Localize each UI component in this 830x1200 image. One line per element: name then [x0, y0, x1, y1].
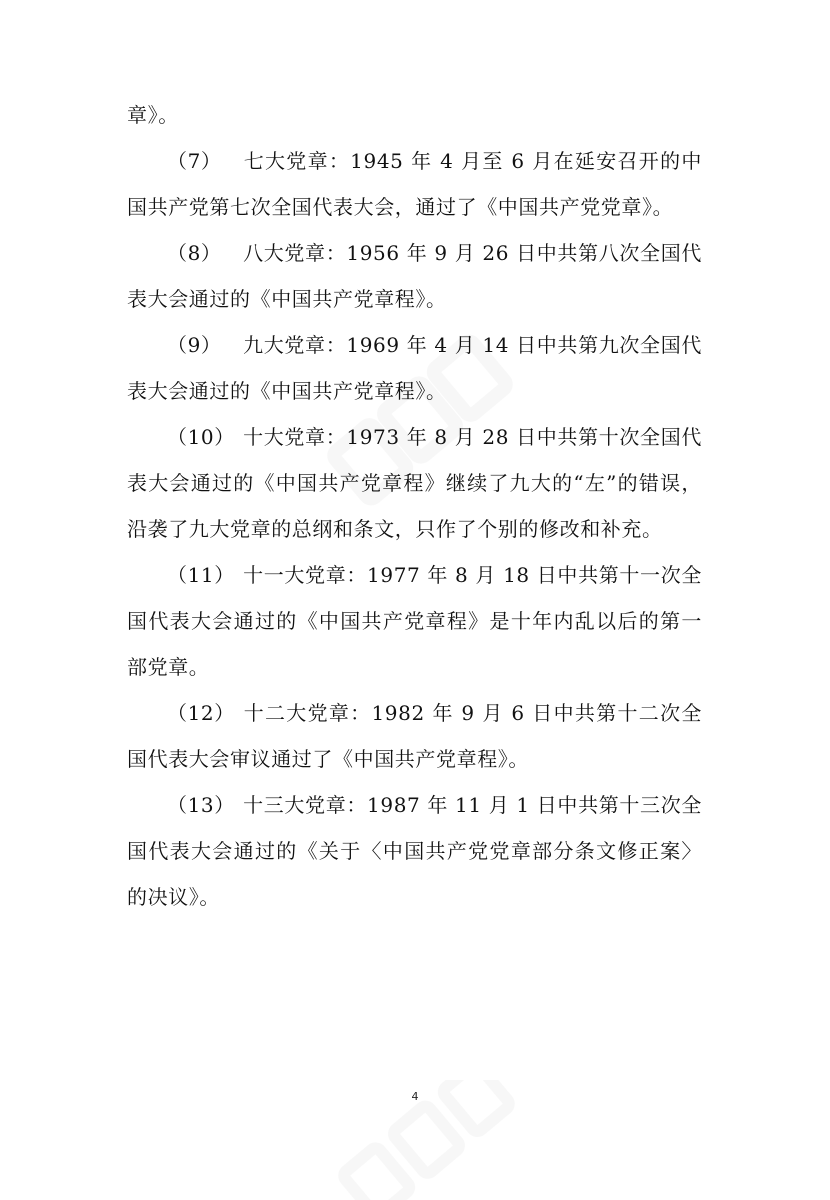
item-number: （9）	[167, 333, 222, 357]
paragraph-text: 十一大党章：1977 年 8 月 18 日中共第十一次全国代表大会通过的《中国共产党章程》是十年内乱以后的第一部党章。	[127, 563, 702, 679]
paragraph-text: 章》。	[127, 103, 179, 127]
paragraph-text: 十大党章：1973 年 8 月 28 日中共第十次全国代表大会通过的《中国共产党章程》继续了九大的“左”的错误，沿袭了九大党章的总纲和条文，只作了个别的修改和补充。	[127, 425, 702, 541]
item-number: （7）	[167, 149, 222, 173]
item-number: （13）	[167, 793, 235, 817]
paragraph-item-11	[127, 552, 702, 690]
paragraph-text: 七大党章：1945 年 4 月至 6 月在延安召开的中国共产党第七次全国代表大会，通过了《中国共产党党章》。	[127, 149, 702, 219]
paragraph-text: 九大党章：1969 年 4 月 14 日中共第九次全国代表大会通过的《中国共产党章程》。	[127, 333, 702, 403]
item-number: （8）	[167, 241, 222, 265]
page-number: 4	[411, 1090, 419, 1103]
paragraph-text: 八大党章：1956 年 9 月 26 日中共第八次全国代表大会通过的《中国共产党章程》。	[127, 241, 702, 311]
paragraph-continuation	[127, 92, 702, 138]
item-number: （10）	[167, 425, 235, 449]
item-number: （12）	[167, 701, 235, 725]
body-text	[127, 92, 702, 920]
paragraph-item-10	[127, 414, 702, 552]
paragraph-item-7	[127, 138, 702, 230]
paragraph-text: 十二大党章：1982 年 9 月 6 日中共第十二次全国代表大会审议通过了《中国共产党章程》。	[127, 701, 702, 771]
paragraph-item-12	[127, 690, 702, 782]
paragraph-item-8	[127, 230, 702, 322]
paragraph-item-9	[127, 322, 702, 414]
paragraph-item-13	[127, 782, 702, 920]
paragraph-text: 十三大党章：1987 年 11 月 1 日中共第十三次全国代表大会通过的《关于〈中国共产党党章部分条文修正案〉的决议》。	[127, 793, 702, 909]
item-number: （11）	[167, 563, 235, 587]
